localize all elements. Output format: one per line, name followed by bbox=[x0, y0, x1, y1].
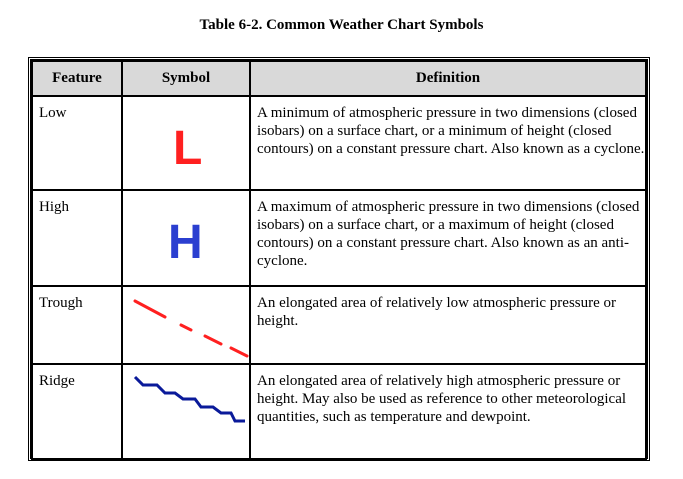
definition-trough: An elongated area of relatively low atmospheric pressure or height. bbox=[250, 286, 646, 364]
table-caption: Table 6-2. Common Weather Chart Symbols bbox=[199, 17, 484, 33]
high-symbol-icon: H bbox=[168, 216, 203, 269]
definition-high: A maximum of atmospheric pressure in two dimensions (closed isobars) on a surface chart, or a maximum of height (closed contours) on a constant pressure chart. Also known as an anti-cyclone. bbox=[250, 190, 646, 286]
ridge-zigzag-line-icon bbox=[123, 365, 251, 461]
feature-high: High bbox=[32, 190, 122, 286]
feature-ridge: Ridge bbox=[32, 364, 122, 460]
definition-ridge: An elongated area of relatively high atmospheric pressure or height. May also be used as reference to other meteorological quantities, such as temperature and dewpoint. bbox=[250, 364, 646, 460]
table-row-ridge bbox=[32, 364, 646, 460]
feature-trough: Trough bbox=[32, 286, 122, 364]
low-symbol-icon: L bbox=[173, 122, 203, 175]
header-row bbox=[32, 61, 646, 96]
table-row-trough bbox=[32, 286, 646, 364]
header-symbol: Symbol bbox=[122, 61, 250, 96]
definition-low: A minimum of atmospheric pressure in two dimensions (closed isobars) on a surface chart, or a minimum of height (closed contours) on a constant pressure chart. Also known as a cyclone. bbox=[250, 96, 646, 190]
table-row-low bbox=[32, 96, 646, 190]
symbol-cell-low bbox=[122, 96, 250, 190]
symbol-cell-high bbox=[122, 190, 250, 286]
symbol-cell-ridge bbox=[122, 364, 250, 460]
trough-dashed-line-icon bbox=[123, 287, 251, 365]
table-row-high bbox=[32, 190, 646, 286]
header-feature: Feature bbox=[32, 61, 122, 96]
feature-low: Low bbox=[32, 96, 122, 190]
weather-symbols-table bbox=[28, 57, 650, 461]
header-definition: Definition bbox=[250, 61, 646, 96]
symbol-cell-trough bbox=[122, 286, 250, 364]
